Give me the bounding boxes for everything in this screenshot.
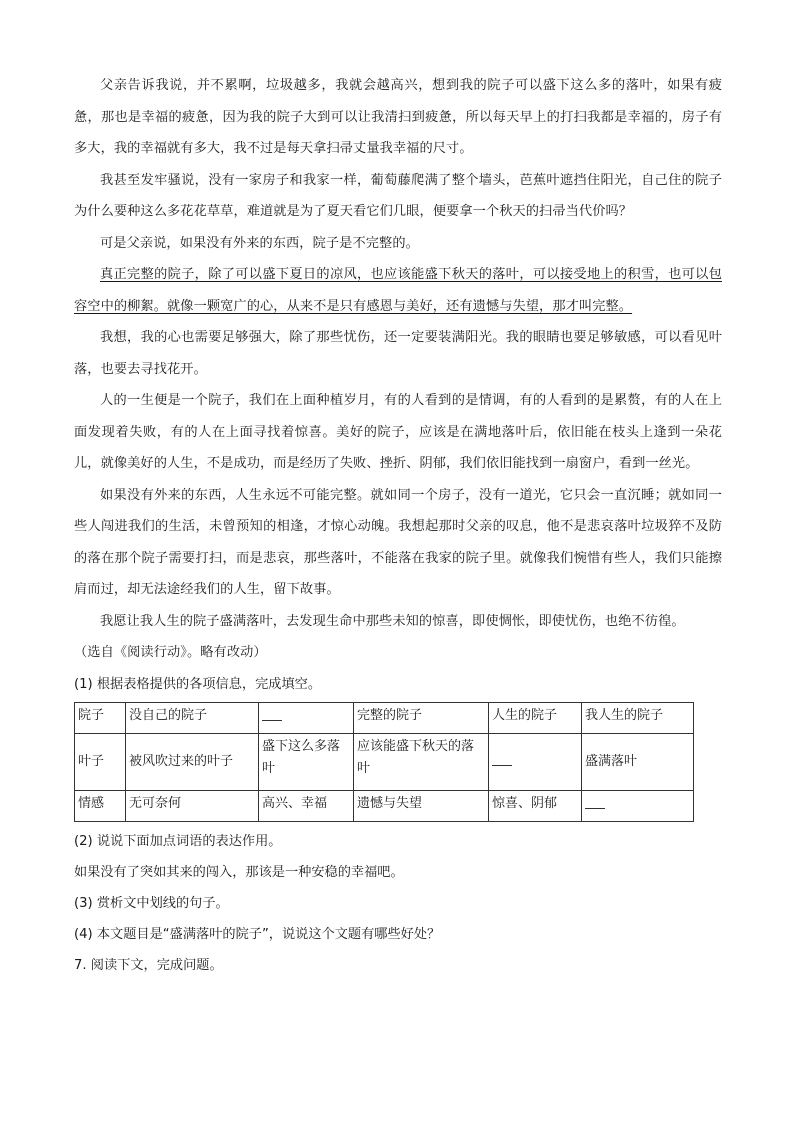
- paragraph-5: 我想，我的心也需要足够强大，除了那些忧伤，还一定要装满阳光。我的眼睛也要足够敏感，可以看见叶落，也要去寻找花开。: [74, 330, 722, 377]
- paragraph-7: 如果没有外来的东西，人生永远不可能完整。就如同一个房子，没有一道光，它只会一直沉睡；就如同一些人闯进我们的生活，未曾预知的相逢，才惊心动魄。我想起那时父亲的叹息，他不是悲哀落叶垃圾猝不及防的落在那个院子需要打扫，而是悲哀，那些落叶，不能落在我家的院子里。就像我们惋惜有些人，我们只能擦肩而过，却无法途经我们的人生，留下故事。: [74, 487, 722, 597]
- question-4: (4) 本文题目是“盛满落叶的院子”，说说这个文题有哪些好处？: [74, 926, 441, 942]
- question-7: 7. 阅读下文，完成问题。: [74, 957, 223, 973]
- table-row: [75, 733, 694, 790]
- paragraph-3: 可是父亲说，如果没有外来的东西，院子是不完整的。: [100, 235, 419, 251]
- table-cell: 惊喜、阴郁: [489, 790, 582, 821]
- table-cell: 高兴、幸福: [259, 790, 354, 821]
- paragraph-4-underlined: [74, 259, 722, 322]
- table-cell: 情感: [75, 790, 126, 821]
- table-cell: 我人生的院子: [582, 702, 694, 733]
- table-cell: 叶子: [75, 733, 126, 790]
- table-cell: 遗憾与失望: [354, 790, 489, 821]
- fill-blank: [492, 750, 512, 766]
- table-cell: 完整的院子: [354, 702, 489, 733]
- table-cell: 盛下这么多落叶: [259, 733, 354, 790]
- table-cell: 应该能盛下秋天的落叶: [354, 733, 489, 790]
- table-row: [75, 702, 694, 733]
- question-2: (2) 说说下面加点词语的表达作用。: [74, 833, 282, 849]
- table-cell-blank: [259, 702, 354, 733]
- underlined-sentence: 真正完整的院子，除了可以盛下夏日的凉风，也应该能盛下秋天的落叶，可以接受地上的积雪，也可以包容空中的柳絮。就像一颗宽广的心，从来不是只有感恩与美好，还有遗憾与失望，那才叫完整。: [74, 267, 722, 314]
- question-2-sentence: 如果没有了突如其来的闯入，那该是一种安稳的幸福吧。: [74, 864, 404, 880]
- paragraph-6: 人的一生便是一个院子，我们在上面种植岁月，有的人看到的是情调，有的人看到的是累赘，有的人在上面发现着失败，有的人在上面寻找着惊喜。美好的院子，应该是在满地落叶后，依旧能在枝头上逢到一朵花儿，就像美好的人生，不是成功，而是经历了失败、挫折、阴郁，我们依旧能找到一扇窗户，看到一丝光。: [74, 393, 722, 471]
- table-cell: 无可奈何: [126, 790, 259, 821]
- table-cell: 盛满落叶: [582, 733, 694, 790]
- question-1: (1) 根据表格提供的各项信息，完成填空。: [74, 676, 322, 692]
- article-body: [74, 70, 722, 981]
- paragraph-2: 我甚至发牢骚说，没有一家房子和我家一样，葡萄藤爬满了整个墙头，芭蕉叶遮挡住阳光，自己住的院子为什么要种这么多花花草草，难道就是为了夏天看它们几眼，便要拿一个秋天的扫帚当代价吗？: [74, 172, 722, 219]
- table-cell: 被风吹过来的叶子: [126, 733, 259, 790]
- table-cell: 没自己的院子: [126, 702, 259, 733]
- fill-blank: [262, 705, 282, 721]
- paragraph-1: 父亲告诉我说，并不累啊，垃圾越多，我就会越高兴，想到我的院子可以盛下这么多的落叶，如果有疲惫，那也是幸福的疲惫，因为我的院子大到可以让我清扫到疲惫，所以每天早上的打扫我都是幸福的，房子有多大，我的幸福就有多大，我不过是每天拿扫帚丈量我幸福的尺寸。: [74, 78, 722, 156]
- table-cell: 院子: [75, 702, 126, 733]
- table-cell-blank: [489, 733, 582, 790]
- source-note: （选自《阅读行动》。略有改动）: [74, 645, 267, 660]
- info-table: [74, 702, 694, 822]
- table-row: [75, 790, 694, 821]
- fill-blank: [585, 793, 605, 809]
- question-3: (3) 赏析文中划线的句子。: [74, 895, 229, 911]
- table-cell-blank: [582, 790, 694, 821]
- table-cell: 人生的院子: [489, 702, 582, 733]
- paragraph-8: 我愿让我人生的院子盛满落叶，去发现生命中那些未知的惊喜，即使惆怅，即使忧伤，也绝不彷徨。: [100, 613, 685, 629]
